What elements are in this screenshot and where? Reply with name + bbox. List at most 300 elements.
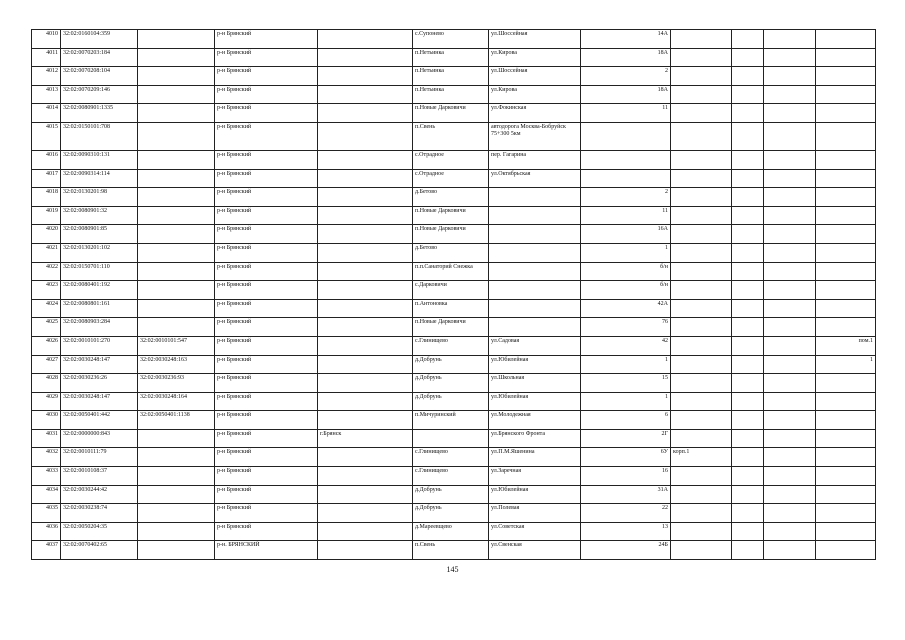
parent-cadastral-number-cell [138, 169, 215, 188]
row-number-cell: 4025 [32, 318, 61, 337]
empty-cell [732, 374, 764, 393]
parent-cadastral-number-cell [138, 225, 215, 244]
settlement-cell: д.Добрунь [413, 355, 489, 374]
street-cell: ул.Кирова [489, 85, 581, 104]
parent-cadastral-number-cell [138, 122, 215, 150]
empty-cell [732, 150, 764, 169]
house-number-cell: 2Г [581, 429, 671, 448]
street-cell: ул.Кирова [489, 48, 581, 67]
building-cell [671, 299, 732, 318]
parent-cadastral-number-cell [138, 243, 215, 262]
cadastral-number-cell: 32:02:0010111:79 [61, 448, 138, 467]
empty-cell [732, 336, 764, 355]
row-number-cell: 4019 [32, 206, 61, 225]
city-cell [318, 318, 413, 337]
empty-cell [732, 522, 764, 541]
parent-cadastral-number-cell [138, 262, 215, 281]
cadastral-number-cell: 32:02:0030248:147 [61, 355, 138, 374]
parent-cadastral-number-cell: 32:02:0030248:163 [138, 355, 215, 374]
district-cell: р-н Брянский [215, 225, 318, 244]
parent-cadastral-number-cell: 32:02:0030248:164 [138, 392, 215, 411]
house-number-cell: 42А [581, 299, 671, 318]
empty-cell [732, 85, 764, 104]
city-cell [318, 122, 413, 150]
row-number-cell: 4034 [32, 485, 61, 504]
apartment-cell: 1 [816, 355, 876, 374]
cadastral-number-cell: 32:02:0050401:442 [61, 411, 138, 430]
city-cell [318, 485, 413, 504]
apartment-cell [816, 150, 876, 169]
row-number-cell: 4023 [32, 281, 61, 300]
empty-cell [732, 206, 764, 225]
apartment-cell [816, 411, 876, 430]
city-cell [318, 411, 413, 430]
empty-cell [732, 281, 764, 300]
apartment-cell [816, 429, 876, 448]
district-cell: р-н Брянский [215, 281, 318, 300]
table-row [32, 522, 876, 541]
apartment-cell [816, 522, 876, 541]
house-number-cell: 13 [581, 522, 671, 541]
building-cell [671, 318, 732, 337]
city-cell [318, 67, 413, 86]
table-row [32, 206, 876, 225]
building-cell [671, 30, 732, 49]
table-row [32, 262, 876, 281]
settlement-cell: д.Бетово [413, 188, 489, 207]
extra-cell [764, 429, 816, 448]
cadastral-number-cell: 32:02:0030236:26 [61, 374, 138, 393]
street-cell: пер. Гагарина [489, 150, 581, 169]
table-row [32, 169, 876, 188]
settlement-cell: с.Глинищево [413, 448, 489, 467]
street-cell: ул.Юбилейная [489, 392, 581, 411]
empty-cell [732, 30, 764, 49]
table-row [32, 225, 876, 244]
parent-cadastral-number-cell: 32:02:0050401:1138 [138, 411, 215, 430]
apartment-cell [816, 169, 876, 188]
apartment-cell [816, 206, 876, 225]
city-cell [318, 243, 413, 262]
cadastral-number-cell: 32:02:0150101:708 [61, 122, 138, 150]
district-cell: р-н Брянский [215, 522, 318, 541]
row-number-cell: 4014 [32, 104, 61, 123]
settlement-cell: п.Свень [413, 541, 489, 560]
row-number-cell: 4033 [32, 467, 61, 486]
building-cell [671, 429, 732, 448]
building-cell [671, 150, 732, 169]
city-cell [318, 448, 413, 467]
empty-cell [732, 504, 764, 523]
street-cell: ул.Свенская [489, 541, 581, 560]
apartment-cell [816, 30, 876, 49]
row-number-cell: 4024 [32, 299, 61, 318]
extra-cell [764, 150, 816, 169]
building-cell [671, 504, 732, 523]
city-cell [318, 85, 413, 104]
house-number-cell: 6У [581, 448, 671, 467]
apartment-cell [816, 485, 876, 504]
district-cell: р-н Брянский [215, 411, 318, 430]
city-cell [318, 467, 413, 486]
cadastral-number-cell: 32:02:0030248:147 [61, 392, 138, 411]
house-number-cell: 2 [581, 67, 671, 86]
district-cell: р-н Брянский [215, 429, 318, 448]
table-row [32, 411, 876, 430]
extra-cell [764, 206, 816, 225]
cadastral-number-cell: 32:02:0010108:37 [61, 467, 138, 486]
district-cell: р-н Брянский [215, 504, 318, 523]
city-cell [318, 206, 413, 225]
table-row [32, 504, 876, 523]
cadastral-number-cell: 32:02:0130201:98 [61, 188, 138, 207]
street-cell: ул.Заречная [489, 467, 581, 486]
extra-cell [764, 169, 816, 188]
street-cell: ул.Школьная [489, 374, 581, 393]
table-row [32, 485, 876, 504]
parent-cadastral-number-cell [138, 206, 215, 225]
row-number-cell: 4013 [32, 85, 61, 104]
apartment-cell [816, 104, 876, 123]
table-row [32, 467, 876, 486]
extra-cell [764, 262, 816, 281]
parent-cadastral-number-cell [138, 504, 215, 523]
cadastral-number-cell: 32:02:0070209:146 [61, 85, 138, 104]
house-number-cell: 24Б [581, 541, 671, 560]
city-cell [318, 392, 413, 411]
table-row [32, 122, 876, 150]
cadastral-number-cell: 32:02:0080901:1335 [61, 104, 138, 123]
row-number-cell: 4018 [32, 188, 61, 207]
settlement-cell: п.Новые Дарковичи [413, 206, 489, 225]
street-cell: ул.Шоссейная [489, 30, 581, 49]
house-number-cell: 15 [581, 374, 671, 393]
apartment-cell [816, 67, 876, 86]
parent-cadastral-number-cell [138, 448, 215, 467]
settlement-cell: д.Бетово [413, 243, 489, 262]
city-cell [318, 169, 413, 188]
extra-cell [764, 522, 816, 541]
settlement-cell: д.Мареевщево [413, 522, 489, 541]
parent-cadastral-number-cell [138, 67, 215, 86]
empty-cell [732, 429, 764, 448]
extra-cell [764, 485, 816, 504]
building-cell [671, 355, 732, 374]
empty-cell [732, 262, 764, 281]
empty-cell [732, 48, 764, 67]
district-cell: р-н Брянский [215, 188, 318, 207]
district-cell: р-н Брянский [215, 206, 318, 225]
house-number-cell: 18А [581, 48, 671, 67]
district-cell: р-н Брянский [215, 169, 318, 188]
extra-cell [764, 225, 816, 244]
row-number-cell: 4017 [32, 169, 61, 188]
row-number-cell: 4010 [32, 30, 61, 49]
district-cell: р-н Брянский [215, 150, 318, 169]
empty-cell [732, 448, 764, 467]
empty-cell [732, 318, 764, 337]
settlement-cell: д.Добрунь [413, 392, 489, 411]
empty-cell [732, 411, 764, 430]
cadastral-number-cell: 32:02:0070203:184 [61, 48, 138, 67]
table-row [32, 299, 876, 318]
city-cell [318, 188, 413, 207]
apartment-cell [816, 122, 876, 150]
empty-cell [732, 104, 764, 123]
district-cell: р-н Брянский [215, 318, 318, 337]
house-number-cell [581, 150, 671, 169]
settlement-cell: п.Нетьинка [413, 48, 489, 67]
settlement-cell: д.Добрунь [413, 485, 489, 504]
cadastral-number-cell: 32:02:0010101:270 [61, 336, 138, 355]
cadastral-number-cell: 32:02:0090314:114 [61, 169, 138, 188]
parent-cadastral-number-cell [138, 48, 215, 67]
apartment-cell [816, 281, 876, 300]
street-cell: автодорога Москва-Бобруйск 75+300 5км [489, 122, 581, 150]
district-cell: р-н Брянский [215, 243, 318, 262]
city-cell [318, 541, 413, 560]
settlement-cell: п.Нетьинка [413, 85, 489, 104]
settlement-cell: с.Глинищево [413, 336, 489, 355]
street-cell [489, 281, 581, 300]
cadastral-number-cell: 32:02:0080901:32 [61, 206, 138, 225]
table-row [32, 374, 876, 393]
row-number-cell: 4032 [32, 448, 61, 467]
page-number: 145 [446, 565, 459, 574]
apartment-cell [816, 85, 876, 104]
city-cell [318, 225, 413, 244]
extra-cell [764, 85, 816, 104]
table-row [32, 318, 876, 337]
extra-cell [764, 541, 816, 560]
street-cell: ул.Октябрьская [489, 169, 581, 188]
city-cell: г.Брянск [318, 429, 413, 448]
house-number-cell: 11 [581, 104, 671, 123]
apartment-cell [816, 467, 876, 486]
settlement-cell: п.Нетьинка [413, 67, 489, 86]
apartment-cell [816, 541, 876, 560]
district-cell: р-н Брянский [215, 85, 318, 104]
house-number-cell: б/н [581, 262, 671, 281]
row-number-cell: 4035 [32, 504, 61, 523]
row-number-cell: 4028 [32, 374, 61, 393]
street-cell: ул.Советская [489, 522, 581, 541]
cadastral-number-cell: 32:02:0080401:192 [61, 281, 138, 300]
street-cell [489, 262, 581, 281]
city-cell [318, 336, 413, 355]
building-cell [671, 541, 732, 560]
city-cell [318, 374, 413, 393]
building-cell [671, 411, 732, 430]
building-cell [671, 206, 732, 225]
street-cell: ул.Садовая [489, 336, 581, 355]
city-cell [318, 48, 413, 67]
street-cell [489, 225, 581, 244]
cadastral-number-cell: 32:02:0080801:161 [61, 299, 138, 318]
house-number-cell: 11 [581, 206, 671, 225]
extra-cell [764, 448, 816, 467]
house-number-cell [581, 122, 671, 150]
building-cell [671, 281, 732, 300]
apartment-cell [816, 262, 876, 281]
settlement-cell: п.Новые Дарковичи [413, 225, 489, 244]
house-number-cell: 16 [581, 467, 671, 486]
parent-cadastral-number-cell [138, 318, 215, 337]
empty-cell [732, 467, 764, 486]
cadastral-number-cell: 32:02:0000000:843 [61, 429, 138, 448]
district-cell: р-н Брянский [215, 104, 318, 123]
table-row [32, 429, 876, 448]
building-cell [671, 374, 732, 393]
table-row [32, 67, 876, 86]
building-cell [671, 104, 732, 123]
empty-cell [732, 67, 764, 86]
city-cell [318, 104, 413, 123]
house-number-cell: б/н [581, 281, 671, 300]
extra-cell [764, 30, 816, 49]
district-cell: р-н Брянский [215, 355, 318, 374]
row-number-cell: 4036 [32, 522, 61, 541]
cadastral-number-cell: 32:02:0030244:42 [61, 485, 138, 504]
extra-cell [764, 318, 816, 337]
house-number-cell: 14А [581, 30, 671, 49]
settlement-cell: с.Глинищево [413, 467, 489, 486]
city-cell [318, 30, 413, 49]
table-row [32, 30, 876, 49]
settlement-cell: д.Добрунь [413, 374, 489, 393]
extra-cell [764, 336, 816, 355]
building-cell [671, 48, 732, 67]
city-cell [318, 150, 413, 169]
building-cell [671, 262, 732, 281]
settlement-cell: п.Мичуринский [413, 411, 489, 430]
extra-cell [764, 243, 816, 262]
table-row [32, 48, 876, 67]
cadastral-number-cell: 32:02:0080903:284 [61, 318, 138, 337]
table-row [32, 243, 876, 262]
row-number-cell: 4026 [32, 336, 61, 355]
cadastral-number-cell: 32:02:0050204:35 [61, 522, 138, 541]
table-row [32, 281, 876, 300]
row-number-cell: 4012 [32, 67, 61, 86]
extra-cell [764, 188, 816, 207]
table-row [32, 541, 876, 560]
house-number-cell: 22 [581, 504, 671, 523]
city-cell [318, 299, 413, 318]
city-cell [318, 504, 413, 523]
apartment-cell [816, 48, 876, 67]
apartment-cell [816, 392, 876, 411]
settlement-cell: д.Добрунь [413, 504, 489, 523]
parent-cadastral-number-cell [138, 30, 215, 49]
street-cell [489, 243, 581, 262]
parent-cadastral-number-cell [138, 188, 215, 207]
cadastral-number-cell: 32:02:0070208:104 [61, 67, 138, 86]
house-number-cell: 76 [581, 318, 671, 337]
settlement-cell [413, 429, 489, 448]
house-number-cell: 42 [581, 336, 671, 355]
building-cell [671, 485, 732, 504]
apartment-cell [816, 318, 876, 337]
empty-cell [732, 243, 764, 262]
building-cell [671, 392, 732, 411]
extra-cell [764, 355, 816, 374]
apartment-cell [816, 225, 876, 244]
city-cell [318, 262, 413, 281]
extra-cell [764, 122, 816, 150]
row-number-cell: 4021 [32, 243, 61, 262]
row-number-cell: 4020 [32, 225, 61, 244]
empty-cell [732, 392, 764, 411]
settlement-cell: с.Дарковичи [413, 281, 489, 300]
building-cell [671, 243, 732, 262]
extra-cell [764, 504, 816, 523]
apartment-cell [816, 504, 876, 523]
parent-cadastral-number-cell [138, 522, 215, 541]
parent-cadastral-number-cell: 32:02:0010101:547 [138, 336, 215, 355]
district-cell: р-н Брянский [215, 122, 318, 150]
row-number-cell: 4016 [32, 150, 61, 169]
extra-cell [764, 104, 816, 123]
empty-cell [732, 485, 764, 504]
row-number-cell: 4029 [32, 392, 61, 411]
street-cell: ул.Фокинская [489, 104, 581, 123]
extra-cell [764, 67, 816, 86]
district-cell: р-н. БРЯНСКИЙ [215, 541, 318, 560]
table-row [32, 188, 876, 207]
building-cell [671, 188, 732, 207]
table-row [32, 85, 876, 104]
apartment-cell [816, 448, 876, 467]
register-table [31, 29, 876, 560]
extra-cell [764, 374, 816, 393]
empty-cell [732, 188, 764, 207]
settlement-cell: п.Антоновка [413, 299, 489, 318]
street-cell: ул.П.М.Яшенина [489, 448, 581, 467]
apartment-cell [816, 243, 876, 262]
building-cell [671, 169, 732, 188]
extra-cell [764, 281, 816, 300]
city-cell [318, 355, 413, 374]
street-cell: ул.Шоссейная [489, 67, 581, 86]
house-number-cell: 1 [581, 243, 671, 262]
cadastral-number-cell: 32:02:0080901:85 [61, 225, 138, 244]
cadastral-number-cell: 32:02:0090310:131 [61, 150, 138, 169]
extra-cell [764, 392, 816, 411]
building-cell [671, 467, 732, 486]
settlement-cell: п.Свень [413, 122, 489, 150]
cadastral-number-cell: 32:02:0030238:74 [61, 504, 138, 523]
table-row [32, 355, 876, 374]
extra-cell [764, 299, 816, 318]
settlement-cell: с.Отрадное [413, 150, 489, 169]
empty-cell [732, 355, 764, 374]
row-number-cell: 4030 [32, 411, 61, 430]
empty-cell [732, 122, 764, 150]
district-cell: р-н Брянский [215, 67, 318, 86]
row-number-cell: 4022 [32, 262, 61, 281]
extra-cell [764, 48, 816, 67]
district-cell: р-н Брянский [215, 485, 318, 504]
district-cell: р-н Брянский [215, 392, 318, 411]
house-number-cell [581, 169, 671, 188]
table-row [32, 336, 876, 355]
house-number-cell: 1 [581, 392, 671, 411]
parent-cadastral-number-cell: 32:02:0030236:93 [138, 374, 215, 393]
cadastral-number-cell: 32:02:0150701:110 [61, 262, 138, 281]
parent-cadastral-number-cell [138, 485, 215, 504]
parent-cadastral-number-cell [138, 429, 215, 448]
